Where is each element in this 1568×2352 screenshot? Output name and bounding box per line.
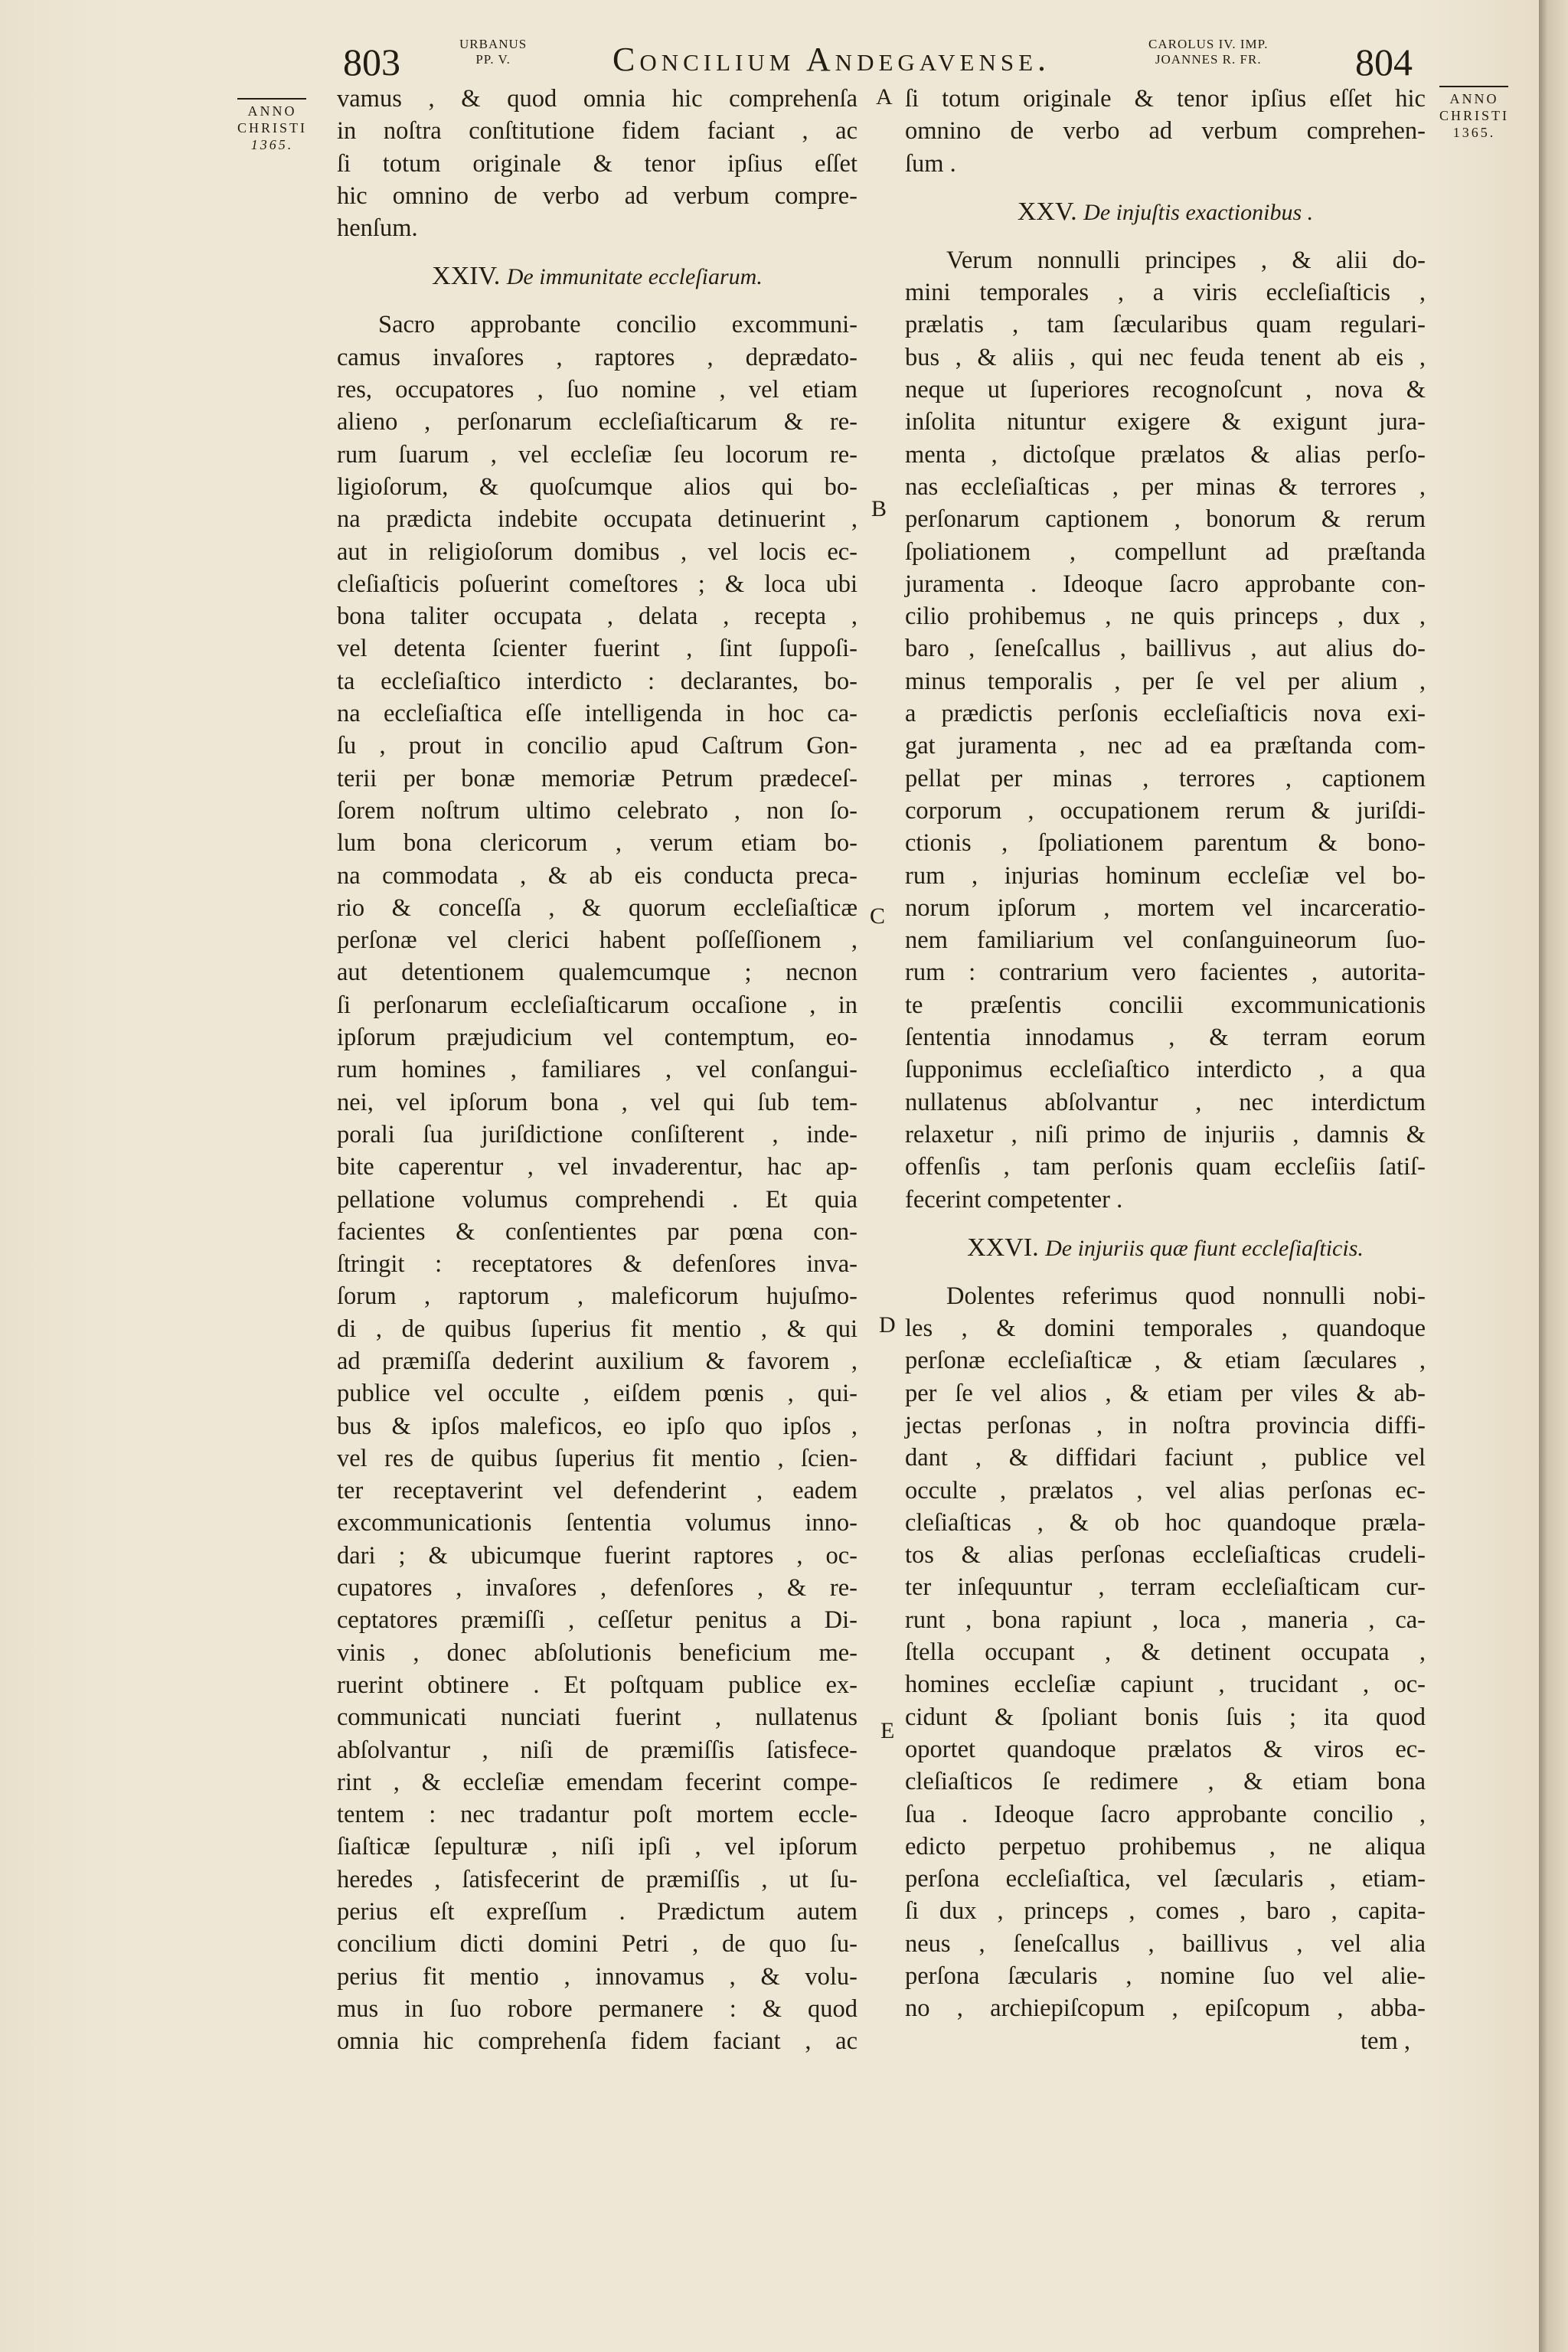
heading-number: XXVI. <box>967 1233 1039 1262</box>
text-line: mini temporales , a viris eccleſiaſticis , <box>905 279 1426 307</box>
text-line: na prædicta indebite occupata detinuerint , <box>337 505 858 534</box>
text-line: perius eſt expreſſum . Prædictum autem <box>337 1898 858 1926</box>
text-line: ſpoliationem , compellunt ad præſtanda <box>905 537 1426 566</box>
text-line: nas eccleſiaſticas , per minas & terrores , <box>905 472 1426 501</box>
text-line: rum : contrarium vero facientes , autorita- <box>905 959 1426 987</box>
text-line: perſonæ vel clerici habent poſſeſſionem , <box>337 926 858 955</box>
text-line: bus , & aliis , qui nec feuda tenent ab eis , <box>905 343 1426 371</box>
text-line: cidunt & ſpoliant bonis ſuis ; ita quod <box>905 1703 1426 1731</box>
heading-number: XXIV. <box>432 262 501 291</box>
text-line: ſi perſonarum eccleſiaſticarum occaſione , in <box>337 991 858 1019</box>
text-line: ſtella occupant , & detinent occupata , <box>905 1638 1426 1667</box>
left-intro <box>337 83 858 244</box>
marker-b: B <box>871 496 887 521</box>
text-line: inſolita nituntur exigere & exigunt jura- <box>905 408 1426 436</box>
text-line: perſonarum captionem , bonorum & rerum <box>905 505 1426 534</box>
text-line: perius fit mentio , innovamus , & volu- <box>337 1962 858 1991</box>
text-line: ſi totum originale & tenor ipſius eſſet hic <box>905 85 1426 113</box>
text-line: ter receptaverint vel defenderint , eadem <box>337 1477 858 1505</box>
text-line: nullatenus abſolvantur , nec interdictum <box>905 1088 1426 1116</box>
text-line: ſi dux , princeps , comes , baro , capita- <box>905 1897 1426 1926</box>
text-line: pellatione volumus comprehendi . Et quia <box>337 1185 858 1214</box>
margin-line: ANNO <box>1449 91 1499 106</box>
text-line: tentem : nec tradantur poſt mortem eccle- <box>337 1801 858 1829</box>
text-line: rum homines , familiares , vel conſangui- <box>337 1056 858 1084</box>
text-line: nei, vel ipſorum bona , vel qui ſub tem- <box>337 1088 858 1116</box>
text-line: te præſentis concilii excommunicationis <box>905 991 1426 1019</box>
text-line: vinis , donec abſolutionis beneficium me- <box>337 1638 858 1667</box>
text-line: ſorem noſtrum ultimo celebrato , non ſo- <box>337 796 858 825</box>
text-line: Verum nonnulli principes , & alii do- <box>946 246 1426 274</box>
text-line: di , de quibus ſuperius fit mentio , & qui <box>337 1315 858 1343</box>
text-line: ſua . Ideoque ſacro approbante concilio , <box>905 1800 1426 1828</box>
text-line: terii per bonæ memoriæ Petrum prædeceſ- <box>337 764 858 792</box>
page-number-left: 803 <box>343 41 400 83</box>
text-line: cupatores , invaſores , defenſores , & re- <box>337 1574 858 1602</box>
text-line: nem familiarium vel conſanguineorum ſuo- <box>905 926 1426 955</box>
text-line: cleſiaſticis poſuerint comeſtores ; & loca ubi <box>337 570 858 598</box>
running-note-right <box>1148 37 1268 67</box>
text-line: ſupponimus eccleſiaſtico interdicto , a qua <box>905 1056 1426 1084</box>
text-line: in noſtra conſtitutione fidem faciant , ac <box>337 117 858 145</box>
text-line: rio & conceſſa , & quorum eccleſiaſticæ <box>337 893 858 922</box>
text-line: offenſis , tam perſonis quam eccleſiis ſatiſ- <box>905 1153 1426 1181</box>
text-line: ceptatores præmiſſi , ceſſetur penitus a Di- <box>337 1606 858 1635</box>
text-line: bona taliter occupata , delata , recepta , <box>337 603 858 631</box>
left-column <box>337 83 858 2058</box>
text-line: pellat per minas , terrores , captionem <box>905 764 1426 792</box>
marker-e: E <box>880 1718 895 1743</box>
margin-note-right <box>1439 86 1509 141</box>
note-line: URBANUS <box>459 37 528 51</box>
text-line: res, occupatores , ſuo nomine , vel etiam <box>337 376 858 404</box>
text-line: ipſorum præjudicium vel contemptum, eo- <box>337 1024 858 1052</box>
text-line: dant , & diffidari faciunt , publice vel <box>905 1444 1426 1472</box>
text-line: concilium dicti domini Petri , de quo ſu- <box>337 1930 858 1958</box>
text-line: ligioſorum, & quoſcumque alios qui bo- <box>337 472 858 501</box>
text-line: ſorum , raptorum , maleficorum hujuſmo- <box>337 1282 858 1311</box>
text-line: na eccleſiaſtica eſſe intelligenda in hoc ca- <box>337 700 858 728</box>
text-line: ſum . <box>905 149 956 178</box>
right-body-xxvi <box>905 1280 1426 2025</box>
text-line: bite caperentur , vel invaderentur, hac ap- <box>337 1153 858 1181</box>
text-line: ſu , prout in concilio apud Caſtrum Gon- <box>337 732 858 760</box>
section-heading-xxv <box>905 180 1426 244</box>
text-line: Sacro approbante concilio excommuni- <box>378 311 858 339</box>
margin-line: 1365. <box>1452 125 1496 140</box>
text-line: omnia hic comprehenſa fidem faciant , ac <box>337 2027 858 2056</box>
heading-title: De injuriis quæ fiunt eccleſiaſticis. <box>1045 1235 1364 1261</box>
text-line: rint , & eccleſiæ emendam fecerint compe- <box>337 1768 858 1796</box>
heading-number: XXV. <box>1017 197 1077 226</box>
text-line: tos & alias perſonas eccleſiaſticas crudeli- <box>905 1541 1426 1570</box>
text-line: cleſiaſticos ſe redimere , & etiam bona <box>905 1768 1426 1796</box>
text-line: omnino de verbo ad verbum comprehen- <box>905 117 1426 145</box>
section-heading-xxiv <box>337 244 858 309</box>
text-line: ruerint obtinere . Et poſtquam publice ex- <box>337 1671 858 1699</box>
text-line: henſum. <box>337 214 418 243</box>
margin-note-left <box>237 98 307 153</box>
text-line: bus & ipſos maleficos, eo ipſo quo ipſos , <box>337 1412 858 1440</box>
text-line: excommunicationis ſententia volumus inno- <box>337 1509 858 1537</box>
text-line: ter inſequuntur , terram eccleſiaſticam cur- <box>905 1573 1426 1602</box>
margin-rule <box>237 98 306 100</box>
right-column <box>905 83 1426 2057</box>
heading-title: De injuſtis exactionibus . <box>1083 199 1314 225</box>
text-line: fecerint competenter . <box>905 1185 1123 1214</box>
text-line: oportet quandoque prælatos & viros ec- <box>905 1735 1426 1763</box>
right-intro <box>905 83 1426 180</box>
text-line: jectas perſonas , in noſtra provincia diffi- <box>905 1411 1426 1439</box>
note-line: PP. V. <box>475 52 511 67</box>
text-line: edicto perpetuo prohibemus , ne aliqua <box>905 1832 1426 1860</box>
text-line: prælatis , tam ſæcularibus quam regulari- <box>905 311 1426 339</box>
text-line: abſolvantur , niſi de præmiſſis ſatisfece- <box>337 1736 858 1764</box>
text-line: publice vel occulte , eiſdem pœnis , qui- <box>337 1380 858 1408</box>
margin-line: ANNO <box>247 103 297 119</box>
text-line: rum ſuarum , vel eccleſiæ ſeu locorum re- <box>337 440 858 469</box>
note-line: CAROLUS IV. IMP. <box>1148 37 1269 51</box>
section-heading-xxvi <box>905 1216 1426 1280</box>
text-line: a prædictis perſonis eccleſiaſticis nova exi- <box>905 700 1426 728</box>
text-line: porali ſua juriſdictione conſiſterent , inde- <box>337 1120 858 1148</box>
text-line: ad præmiſſa dederint auxilium & favorem , <box>337 1347 858 1375</box>
text-line: heredes , ſatisfecerint de præmiſſis , ut ſu- <box>337 1865 858 1893</box>
text-line: cilio prohibemus , ne quis princeps , dux , <box>905 603 1426 631</box>
text-line: ſtringit : receptatores & defenſores inva- <box>337 1250 858 1279</box>
text-line: Dolentes referimus quod nonnulli nobi- <box>946 1282 1426 1310</box>
text-line: runt , bona rapiunt , loca , maneria , ca- <box>905 1606 1426 1634</box>
text-line: dari ; & ubicumque fuerint raptores , oc- <box>337 1541 858 1570</box>
text-line: no , archiepiſcopum , epiſcopum , abba- <box>905 1994 1426 2023</box>
text-line: baro , ſeneſcallus , baillivus , aut alius do- <box>905 635 1426 663</box>
margin-rule <box>1439 86 1508 87</box>
text-line: neus , ſeneſcallus , baillivus , vel alia <box>905 1929 1426 1958</box>
marker-c: C <box>870 903 886 929</box>
text-line: lum bona clericorum , verum etiam bo- <box>337 829 858 858</box>
text-line: ta eccleſiaſtico interdicto : declarantes, bo- <box>337 667 858 695</box>
text-line: ſi totum originale & tenor ipſius eſſet <box>337 149 858 178</box>
text-line: minus temporalis , per ſe vel per alium , <box>905 667 1426 695</box>
text-line: occulte , prælatos , vel alias perſonas ec- <box>905 1476 1426 1504</box>
margin-line: CHRISTI <box>237 120 308 136</box>
margin-line: 1365. <box>250 137 294 152</box>
text-line: les , & domini temporales , quandoque <box>905 1315 1426 1343</box>
note-line: JOANNES R. FR. <box>1155 52 1262 67</box>
text-line: menta , dictoſque prælatos & alias perſo- <box>905 440 1426 469</box>
catchword: tem , <box>1361 2027 1410 2055</box>
text-line: vel detenta ſcienter fuerint , ſint ſuppoſi- <box>337 635 858 663</box>
right-body-xxv <box>905 244 1426 1216</box>
text-line: gat juramenta , nec ad ea præſtanda com- <box>905 732 1426 760</box>
text-line: perſonæ eccleſiaſticæ , & etiam ſæculares , <box>905 1347 1426 1375</box>
text-line: corporum , occupationem rerum & juriſdi- <box>905 796 1426 825</box>
text-line: perſona ſæcularis , nomine ſuo vel alie- <box>905 1962 1426 1991</box>
text-line: ctionis , ſpoliationem parentum & bono- <box>905 829 1426 858</box>
text-line: norum ipſorum , mortem vel incarceratio- <box>905 893 1426 922</box>
text-line: communicati nunciati fuerint , nullatenus <box>337 1704 858 1732</box>
running-note-left <box>459 37 527 67</box>
text-line: relaxetur , niſi primo de injuriis , damnis & <box>905 1120 1426 1148</box>
page-edge <box>1539 0 1568 2352</box>
text-line: ſententia innodamus , & terram eorum <box>905 1024 1426 1052</box>
text-line: rum , injurias hominum eccleſiæ vel bo- <box>905 861 1426 890</box>
left-body <box>337 309 858 2057</box>
text-line: facientes & conſentientes par pœna con- <box>337 1217 858 1246</box>
text-line: aut in religioſorum domibus , vel locis ec- <box>337 537 858 566</box>
text-line: vamus , & quod omnia hic comprehenſa <box>337 85 858 113</box>
page-number-right: 804 <box>1355 41 1413 83</box>
text-line: ſiaſticæ ſepulturæ , niſi ipſi , vel ipſorum <box>337 1833 858 1861</box>
text-line: aut detentionem qualemcumque ; necnon <box>337 959 858 987</box>
text-line: neque ut ſuperiores recognoſcunt , nova & <box>905 376 1426 404</box>
running-title: Concilium Andegavense. <box>612 41 1051 78</box>
text-line: homines eccleſiæ capiunt , trucidant , oc- <box>905 1671 1426 1699</box>
text-line: per ſe vel alios , & etiam per viles & ab- <box>905 1379 1426 1407</box>
text-line: mus in ſuo robore permanere : & quod <box>337 1994 858 2023</box>
text-line: na commodata , & ab eis conducta preca- <box>337 861 858 890</box>
heading-title: De immunitate eccleſiarum. <box>506 264 763 290</box>
text-line: hic omnino de verbo ad verbum compre- <box>337 181 858 210</box>
text-line: perſona eccleſiaſtica, vel ſæcularis , etiam- <box>905 1865 1426 1893</box>
marker-d: D <box>879 1312 896 1338</box>
text-line: camus invaſores , raptores , deprædato- <box>337 343 858 371</box>
margin-line: CHRISTI <box>1439 108 1510 123</box>
marker-a: A <box>876 84 893 109</box>
text-line: cleſiaſticas , & ob hoc quandoque præla- <box>905 1508 1426 1537</box>
text-line: vel res de quibus ſuperius fit mentio , ſcien- <box>337 1444 858 1472</box>
text-line: juramenta . Ideoque ſacro approbante con- <box>905 570 1426 598</box>
text-line: alieno , perſonarum eccleſiaſticarum & re- <box>337 408 858 436</box>
